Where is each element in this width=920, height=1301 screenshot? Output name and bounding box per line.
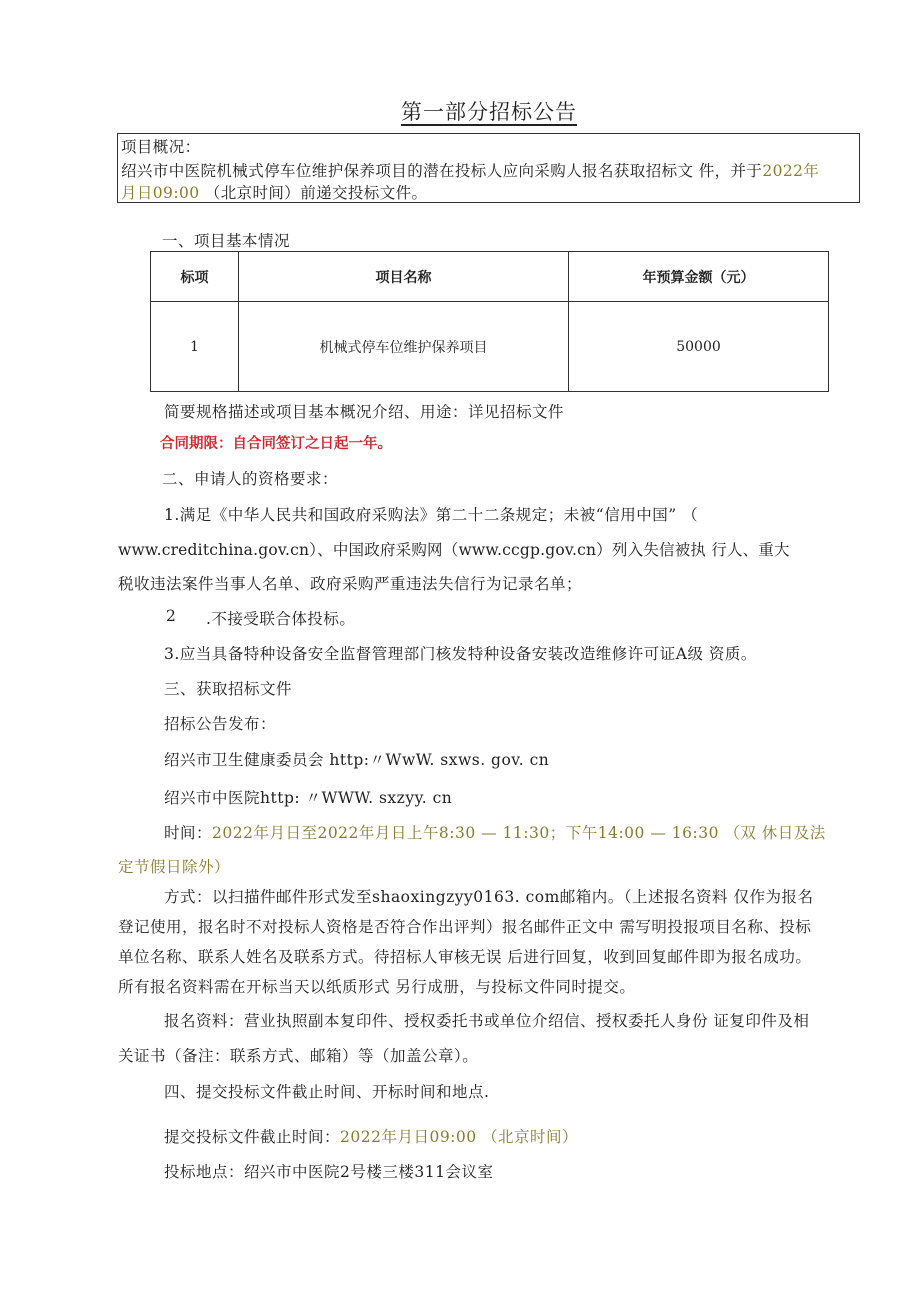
registration-method-line-4: 所有报名资料需在开标当天以纸质形式 另行成册，与投标文件同时提交。 — [118, 978, 636, 996]
registration-materials-line-2: 关证书（备注：联系方式、邮箱）等（加盖公章）。 — [118, 1047, 479, 1065]
budget-table — [150, 251, 829, 392]
bid-location: 投标地点：绍兴市中医院2号楼三楼311会议室 — [164, 1163, 494, 1181]
table-row — [151, 302, 829, 392]
page-title: 第一部分招标公告 — [401, 100, 577, 124]
table-header-cell: 年预算金额（元） — [569, 252, 829, 302]
submission-deadline — [164, 1125, 578, 1147]
registration-method-line-1: 方式：以扫描件邮件形式发至shaoxingzyy0163. com邮箱内。（上述报名资料 仅作为报名 — [164, 888, 814, 906]
registration-method-line-2: 登记使用，报名时不对投标人资格是否符合作出评判）报名邮件正文中 需写明投报项目名称、投标 — [118, 918, 812, 936]
section2-heading: 二、申请人的资格要求： — [162, 470, 339, 488]
registration-time — [164, 821, 826, 843]
table-header-cell: 项目名称 — [239, 252, 569, 302]
contract-period: 合同期限：自合同签订之日起一年。 — [160, 436, 392, 452]
table-cell: 1 — [151, 302, 239, 392]
overview-line-1 — [121, 159, 819, 181]
registration-time-note: 定节假日除外） — [118, 858, 231, 876]
registration-time-value: 2022年月日至2022年月日上午8:30 — 11:30；下午14:00 — 16:30 （双 休日及法 — [212, 824, 826, 842]
overview-heading: 项目概况： — [121, 138, 201, 156]
registration-materials-line-1: 报名资料：营业执照副本复印件、授权委托书或单位介绍信、授权委托人身份 证复印件及相 — [164, 1012, 810, 1030]
overview-box — [117, 133, 860, 203]
overview-line-2 — [121, 181, 427, 203]
qualification-item-3: 3.应当具备特种设备安全监督管理部门核发特种设备安装改造维修许可证A级 资质。 — [164, 645, 757, 663]
section4-heading: 四、提交投标文件截止时间、开标时间和地点. — [164, 1083, 490, 1101]
project-description: 简要规格描述或项目基本概况介绍、用途：详见招标文件 — [164, 403, 565, 421]
table-cell: 机械式停车位维护保养项目 — [239, 302, 569, 392]
publish-label: 招标公告发布： — [164, 715, 277, 733]
overview-line-2-text: （北京时间）前递交投标文件。 — [199, 184, 428, 202]
registration-method-line-3: 单位名称、联系人姓名及联系方式。待招标人审核无误 后进行回复，收到回复邮件即为报名成功。 — [118, 948, 812, 966]
section3-heading: 三、获取招标文件 — [164, 680, 293, 698]
publish-site-1: 绍兴市卫生健康委员会 http:〃WwW. sxws. gov. cn — [164, 751, 550, 769]
table-header-row — [151, 252, 829, 302]
qualification-item-1-line-3: 税收违法案件当事人名单、政府采购严重违法失信行为记录名单； — [118, 575, 583, 593]
submission-deadline-label: 提交投标文件截止时间： — [164, 1128, 341, 1146]
section1-heading: 一、项目基本情况 — [162, 232, 291, 250]
registration-time-label: 时间： — [164, 824, 213, 842]
qualification-item-2-number: 2 — [166, 607, 177, 625]
overview-line-2-date: 月日09:00 — [121, 184, 200, 202]
publish-site-2: 绍兴市中医院http: 〃WWW. sxzyy. cn — [164, 789, 453, 807]
overview-line-1-date: 2022年 — [762, 162, 820, 180]
overview-line-1-text: 绍兴市中医院机械式停车位维护保养项目的潜在投标人应向采购人报名获取招标文 件，并于 — [121, 162, 763, 180]
qualification-item-1-line-2: www.creditchina.gov.cn）、中国政府采购网（www.ccgp.gov.cn）列入失信被执 行人、重大 — [118, 541, 790, 559]
qualification-item-1-line-1: 1.满足《中华人民共和国政府采购法》第二十二条规定；未被“信用中国” （ — [164, 506, 699, 524]
qualification-item-2-text: .不接受联合体投标。 — [206, 610, 356, 628]
submission-deadline-value: 2022年月日09:00 （北京时间） — [340, 1128, 579, 1146]
table-cell: 50000 — [569, 302, 829, 392]
table-header-cell: 标项 — [151, 252, 239, 302]
